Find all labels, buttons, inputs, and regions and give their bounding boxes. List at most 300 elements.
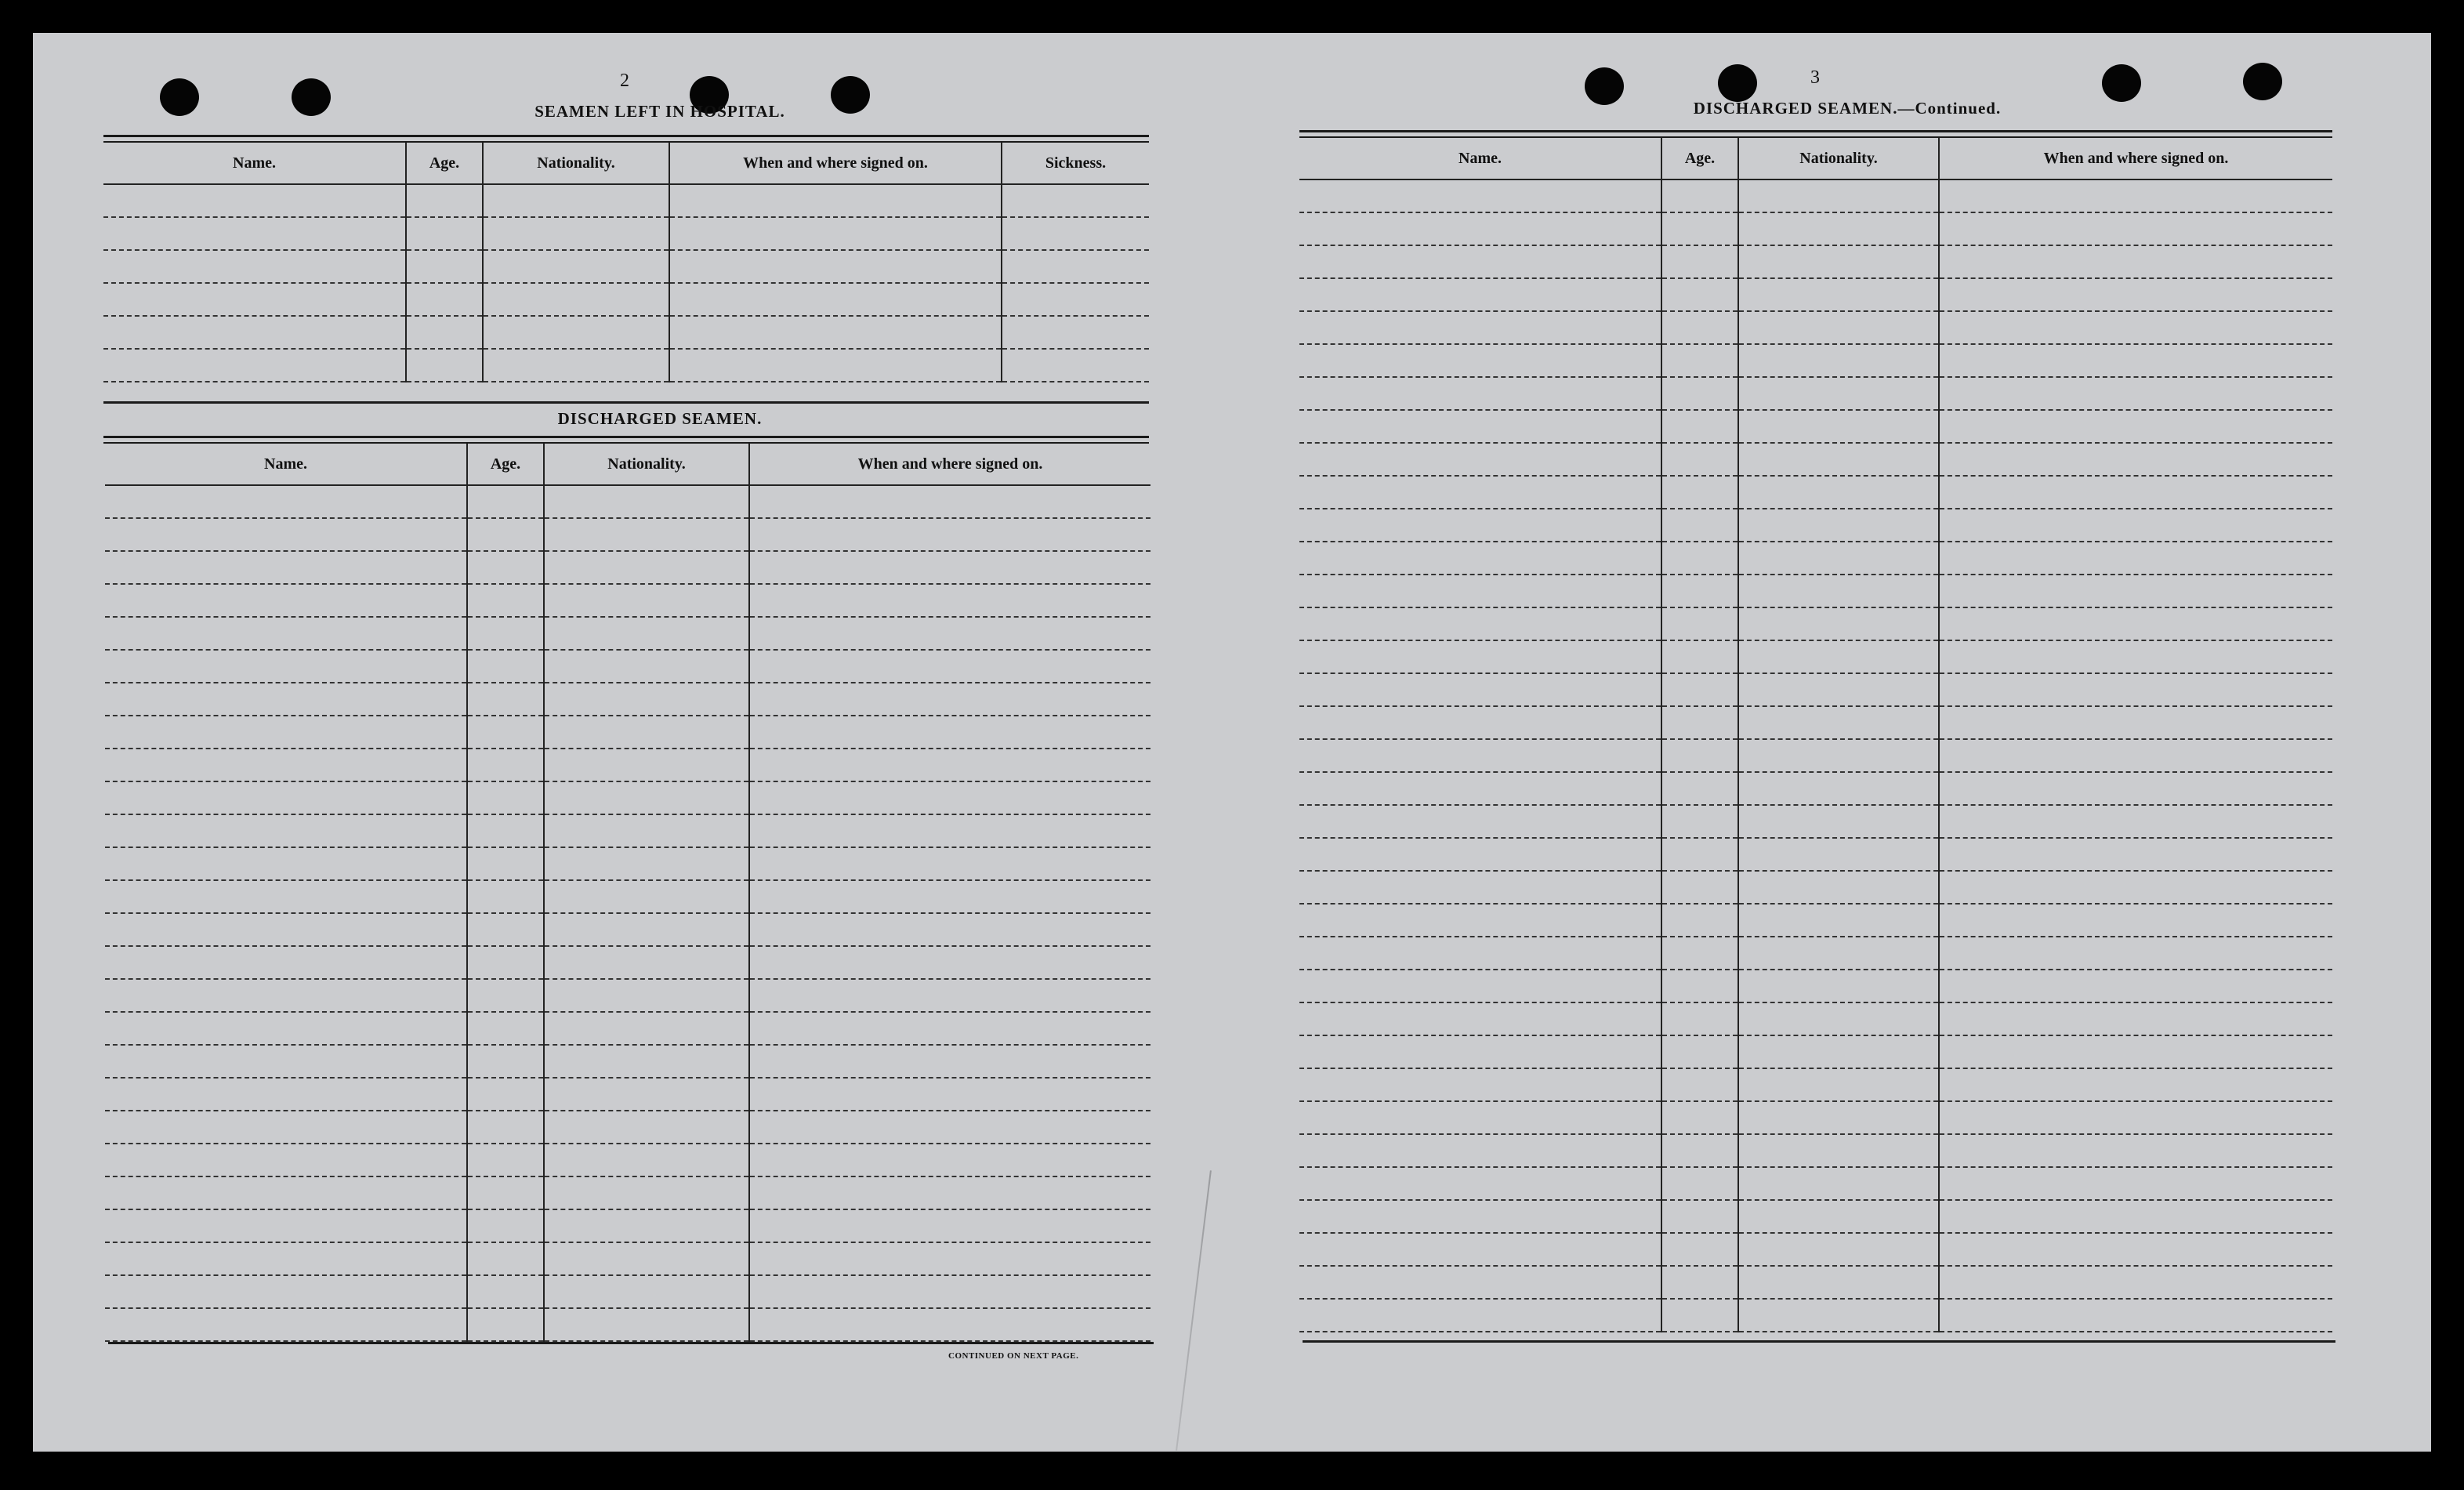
continued-note: CONTINUED ON NEXT PAGE. [948, 1351, 1079, 1361]
blank-entry-row [105, 847, 1150, 880]
blank-entry-row [103, 316, 1149, 349]
hospital-table [103, 143, 1149, 382]
blank-entry-cell [1661, 509, 1738, 542]
blank-entry-row [1299, 640, 2332, 673]
blank-entry-row [1299, 509, 2332, 542]
blank-entry-cell [103, 349, 406, 382]
column-header-signed-on: When and where signed on. [1939, 138, 2332, 179]
blank-entry-cell [1299, 640, 1661, 673]
blank-entry-cell [103, 184, 406, 217]
blank-entry-row [1299, 311, 2332, 344]
blank-entry-cell [1299, 1266, 1661, 1299]
blank-entry-cell [406, 184, 483, 217]
blank-entry-cell [749, 1111, 1150, 1144]
blank-entry-cell [1299, 278, 1661, 311]
blank-entry-row [105, 1045, 1150, 1078]
blank-entry-cell [467, 847, 544, 880]
blank-entry-cell [483, 316, 669, 349]
blank-entry-cell [1299, 245, 1661, 278]
column-header-name: Name. [103, 143, 406, 184]
blank-entry-row [1299, 871, 2332, 904]
blank-entry-cell [467, 716, 544, 749]
blank-entry-row [105, 1275, 1150, 1308]
blank-entry-cell [1738, 937, 1939, 970]
blank-entry-cell [1299, 212, 1661, 245]
blank-entry-cell [1939, 904, 2332, 937]
blank-entry-cell [105, 1242, 467, 1275]
blank-entry-cell [1661, 1266, 1738, 1299]
discharged-table-left [105, 444, 1150, 1342]
blank-entry-cell [1661, 772, 1738, 805]
blank-entry-row [105, 1209, 1150, 1242]
blank-entry-cell [1939, 739, 2332, 772]
blank-entry-cell [105, 518, 467, 551]
blank-entry-cell [1939, 1101, 2332, 1134]
blank-entry-cell [1738, 1200, 1939, 1233]
blank-entry-cell [749, 1308, 1150, 1341]
blank-entry-cell [467, 551, 544, 584]
blank-entry-cell [544, 1045, 749, 1078]
blank-entry-cell [1299, 772, 1661, 805]
blank-entry-cell [1299, 871, 1661, 904]
blank-entry-cell [544, 551, 749, 584]
blank-entry-cell [467, 1176, 544, 1209]
blank-entry-cell [1939, 278, 2332, 311]
blank-entry-cell [1661, 410, 1738, 443]
blank-entry-cell [467, 1242, 544, 1275]
column-header-name: Name. [105, 444, 467, 485]
blank-entry-row [103, 217, 1149, 250]
blank-entry-cell [406, 316, 483, 349]
blank-entry-cell [467, 584, 544, 617]
blank-entry-cell [467, 946, 544, 979]
blank-entry-cell [1299, 311, 1661, 344]
blank-entry-cell [1738, 443, 1939, 476]
blank-entry-cell [105, 1111, 467, 1144]
blank-entry-cell [1299, 607, 1661, 640]
blank-entry-cell [105, 584, 467, 617]
blank-entry-cell [1939, 970, 2332, 1002]
blank-entry-cell [406, 250, 483, 283]
page-number: 2 [620, 71, 629, 91]
blank-entry-row [105, 683, 1150, 716]
blank-entry-cell [544, 650, 749, 683]
blank-entry-cell [105, 946, 467, 979]
blank-entry-cell [1002, 349, 1149, 382]
blank-entry-row [105, 1078, 1150, 1111]
blank-entry-cell [1002, 250, 1149, 283]
blank-entry-cell [103, 316, 406, 349]
blank-entry-cell [467, 749, 544, 781]
column-header-signed-on: When and where signed on. [749, 444, 1150, 485]
blank-entry-cell [1299, 1299, 1661, 1332]
blank-entry-cell [544, 781, 749, 814]
blank-entry-row [105, 1308, 1150, 1341]
rule [103, 135, 1149, 137]
blank-entry-cell [1939, 344, 2332, 377]
blank-entry-row [1299, 1068, 2332, 1101]
blank-entry-cell [749, 716, 1150, 749]
blank-entry-cell [1738, 706, 1939, 739]
blank-entry-row [1299, 805, 2332, 838]
blank-entry-cell [1299, 443, 1661, 476]
blank-entry-row [1299, 937, 2332, 970]
blank-entry-cell [1939, 640, 2332, 673]
blank-entry-cell [1939, 1266, 2332, 1299]
blank-entry-cell [1939, 607, 2332, 640]
blank-entry-cell [1939, 1200, 2332, 1233]
blank-entry-cell [1738, 377, 1939, 410]
blank-entry-row [105, 1144, 1150, 1176]
discharged-table-right [1299, 138, 2332, 1332]
blank-entry-cell [1661, 245, 1738, 278]
blank-entry-row [1299, 739, 2332, 772]
blank-entry-cell [1299, 739, 1661, 772]
blank-entry-cell [105, 1176, 467, 1209]
blank-entry-cell [544, 880, 749, 913]
blank-entry-cell [1299, 805, 1661, 838]
blank-entry-cell [749, 913, 1150, 946]
blank-entry-row [105, 551, 1150, 584]
discharged-continued-title: DISCHARGED SEAMEN.—Continued. [1693, 99, 2002, 118]
blank-entry-cell [467, 683, 544, 716]
blank-entry-cell [1939, 509, 2332, 542]
blank-entry-row [1299, 542, 2332, 575]
blank-entry-cell [1939, 772, 2332, 805]
blank-entry-cell [1661, 1134, 1738, 1167]
blank-entry-cell [749, 880, 1150, 913]
blank-entry-cell [544, 485, 749, 518]
blank-entry-cell [1299, 1002, 1661, 1035]
blank-entry-cell [1661, 1167, 1738, 1200]
blank-entry-cell [1738, 607, 1939, 640]
blank-entry-cell [749, 1078, 1150, 1111]
blank-entry-cell [749, 946, 1150, 979]
blank-entry-cell [1738, 739, 1939, 772]
blank-entry-cell [1738, 904, 1939, 937]
blank-entry-row [105, 1111, 1150, 1144]
blank-entry-cell [749, 584, 1150, 617]
blank-entry-row [1299, 904, 2332, 937]
blank-entry-cell [749, 847, 1150, 880]
blank-entry-cell [1738, 575, 1939, 607]
blank-entry-cell [1939, 706, 2332, 739]
blank-entry-row [1299, 179, 2332, 212]
blank-entry-row [1299, 410, 2332, 443]
blank-entry-cell [1661, 575, 1738, 607]
blank-entry-cell [1661, 377, 1738, 410]
rule [1299, 130, 2332, 132]
blank-entry-row [1299, 443, 2332, 476]
rule [108, 1342, 1154, 1344]
blank-entry-cell [669, 316, 1002, 349]
blank-entry-cell [1661, 904, 1738, 937]
blank-entry-cell [1939, 377, 2332, 410]
blank-entry-row [105, 518, 1150, 551]
blank-entry-row [105, 485, 1150, 518]
blank-entry-cell [1661, 1035, 1738, 1068]
blank-entry-cell [105, 880, 467, 913]
blank-entry-cell [544, 1111, 749, 1144]
blank-entry-cell [544, 749, 749, 781]
blank-entry-row [1299, 1002, 2332, 1035]
blank-entry-cell [749, 1045, 1150, 1078]
blank-entry-cell [1738, 311, 1939, 344]
blank-entry-cell [1939, 311, 2332, 344]
blank-entry-cell [1661, 739, 1738, 772]
blank-entry-cell [1939, 443, 2332, 476]
blank-entry-cell [1661, 805, 1738, 838]
blank-entry-row [105, 1012, 1150, 1045]
blank-entry-cell [749, 814, 1150, 847]
blank-entry-cell [669, 250, 1002, 283]
blank-entry-row [105, 913, 1150, 946]
hospital-section-title: SEAMEN LEFT IN HOSPITAL. [534, 102, 785, 121]
blank-entry-cell [749, 979, 1150, 1012]
blank-entry-cell [749, 1275, 1150, 1308]
blank-entry-cell [1939, 1002, 2332, 1035]
blank-entry-cell [1939, 179, 2332, 212]
column-header-age: Age. [467, 444, 544, 485]
blank-entry-cell [749, 781, 1150, 814]
blank-entry-cell [749, 551, 1150, 584]
blank-entry-cell [544, 814, 749, 847]
blank-entry-cell [669, 283, 1002, 316]
blank-entry-cell [1661, 1068, 1738, 1101]
blank-entry-cell [467, 1144, 544, 1176]
blank-entry-cell [544, 518, 749, 551]
blank-entry-cell [1661, 344, 1738, 377]
blank-entry-cell [1939, 575, 2332, 607]
blank-entry-cell [1299, 179, 1661, 212]
blank-entry-cell [1939, 1134, 2332, 1167]
blank-entry-cell [467, 1111, 544, 1144]
blank-entry-cell [544, 847, 749, 880]
blank-entry-cell [1661, 838, 1738, 871]
blank-entry-cell [544, 1012, 749, 1045]
blank-entry-cell [1661, 970, 1738, 1002]
blank-entry-cell [406, 217, 483, 250]
blank-entry-cell [544, 1144, 749, 1176]
blank-entry-cell [1661, 706, 1738, 739]
blank-entry-cell [544, 1308, 749, 1341]
blank-entry-cell [1299, 410, 1661, 443]
blank-entry-cell [1002, 316, 1149, 349]
blank-entry-row [1299, 1167, 2332, 1200]
blank-entry-cell [1661, 673, 1738, 706]
blank-entry-cell [1939, 410, 2332, 443]
blank-entry-cell [105, 1078, 467, 1111]
blank-entry-row [1299, 476, 2332, 509]
blank-entry-cell [105, 749, 467, 781]
column-header-age: Age. [406, 143, 483, 184]
blank-entry-cell [1299, 970, 1661, 1002]
blank-entry-cell [1299, 673, 1661, 706]
blank-entry-cell [1299, 1035, 1661, 1068]
blank-entry-cell [103, 250, 406, 283]
blank-entry-cell [1738, 673, 1939, 706]
blank-entry-cell [467, 1308, 544, 1341]
blank-entry-row [103, 283, 1149, 316]
column-header-name: Name. [1299, 138, 1661, 179]
blank-entry-cell [1738, 542, 1939, 575]
blank-entry-cell [105, 485, 467, 518]
blank-entry-row [1299, 575, 2332, 607]
blank-entry-row [1299, 245, 2332, 278]
blank-entry-cell [105, 617, 467, 650]
blank-entry-cell [1661, 542, 1738, 575]
blank-entry-cell [483, 184, 669, 217]
blank-entry-cell [467, 1012, 544, 1045]
discharged-section-title: DISCHARGED SEAMEN. [557, 409, 763, 428]
column-header-nationality: Nationality. [483, 143, 669, 184]
hospital-rows [103, 184, 1149, 382]
blank-entry-cell [1738, 410, 1939, 443]
blank-entry-cell [1939, 542, 2332, 575]
blank-entry-cell [1299, 1233, 1661, 1266]
blank-entry-cell [1299, 1068, 1661, 1101]
blank-entry-cell [1939, 871, 2332, 904]
blank-entry-row [1299, 1233, 2332, 1266]
blank-entry-cell [467, 1209, 544, 1242]
blank-entry-cell [105, 683, 467, 716]
blank-entry-cell [467, 1045, 544, 1078]
blank-entry-cell [669, 349, 1002, 382]
rule [103, 401, 1149, 404]
blank-entry-row [105, 650, 1150, 683]
blank-entry-cell [1738, 476, 1939, 509]
blank-entry-cell [483, 250, 669, 283]
column-header-sickness: Sickness. [1002, 143, 1149, 184]
blank-entry-cell [544, 979, 749, 1012]
blank-entry-cell [1939, 212, 2332, 245]
blank-entry-cell [1738, 838, 1939, 871]
blank-entry-cell [1661, 1299, 1738, 1332]
blank-entry-cell [1738, 1167, 1939, 1200]
blank-entry-cell [467, 1078, 544, 1111]
blank-entry-cell [105, 781, 467, 814]
blank-entry-cell [1738, 344, 1939, 377]
blank-entry-cell [749, 683, 1150, 716]
column-header-nationality: Nationality. [544, 444, 749, 485]
blank-entry-cell [1939, 805, 2332, 838]
blank-entry-cell [1002, 217, 1149, 250]
blank-entry-cell [1299, 937, 1661, 970]
blank-entry-cell [467, 518, 544, 551]
blank-entry-cell [105, 979, 467, 1012]
blank-entry-row [105, 946, 1150, 979]
blank-entry-row [103, 349, 1149, 382]
page-number: 3 [1810, 67, 1820, 88]
blank-entry-cell [406, 349, 483, 382]
left-page [33, 33, 1208, 1452]
blank-entry-cell [467, 617, 544, 650]
blank-entry-cell [103, 217, 406, 250]
blank-entry-cell [406, 283, 483, 316]
blank-entry-row [1299, 1035, 2332, 1068]
blank-entry-cell [1661, 1101, 1738, 1134]
blank-entry-cell [467, 1275, 544, 1308]
blank-entry-cell [467, 913, 544, 946]
blank-entry-cell [1299, 1167, 1661, 1200]
blank-entry-cell [1738, 212, 1939, 245]
blank-entry-cell [1939, 1299, 2332, 1332]
blank-entry-cell [1939, 476, 2332, 509]
blank-entry-row [1299, 1299, 2332, 1332]
blank-entry-cell [544, 1176, 749, 1209]
blank-entry-cell [105, 551, 467, 584]
blank-entry-row [105, 617, 1150, 650]
blank-entry-row [1299, 706, 2332, 739]
blank-entry-cell [1661, 640, 1738, 673]
blank-entry-row [1299, 1266, 2332, 1299]
column-header-age: Age. [1661, 138, 1738, 179]
blank-entry-cell [1738, 1068, 1939, 1101]
blank-entry-row [105, 880, 1150, 913]
blank-entry-row [1299, 212, 2332, 245]
blank-entry-row [1299, 838, 2332, 871]
blank-entry-cell [749, 617, 1150, 650]
blank-entry-cell [1738, 1035, 1939, 1068]
blank-entry-cell [1738, 1299, 1939, 1332]
blank-entry-cell [749, 650, 1150, 683]
blank-entry-cell [1939, 1167, 2332, 1200]
blank-entry-cell [1939, 673, 2332, 706]
discharged-rows-right [1299, 179, 2332, 1332]
blank-entry-cell [105, 1144, 467, 1176]
blank-entry-cell [1738, 772, 1939, 805]
blank-entry-cell [1738, 1101, 1939, 1134]
blank-entry-row [105, 716, 1150, 749]
blank-entry-cell [1299, 1134, 1661, 1167]
blank-entry-cell [1299, 1101, 1661, 1134]
blank-entry-row [103, 184, 1149, 217]
blank-entry-cell [1661, 278, 1738, 311]
blank-entry-cell [1661, 1002, 1738, 1035]
blank-entry-cell [1738, 805, 1939, 838]
blank-entry-cell [105, 814, 467, 847]
blank-entry-row [1299, 1101, 2332, 1134]
blank-entry-row [1299, 970, 2332, 1002]
blank-entry-cell [1299, 542, 1661, 575]
blank-entry-row [1299, 772, 2332, 805]
blank-entry-cell [1661, 1233, 1738, 1266]
blank-entry-cell [749, 1176, 1150, 1209]
blank-entry-cell [669, 217, 1002, 250]
blank-entry-row [103, 250, 1149, 283]
blank-entry-cell [467, 485, 544, 518]
blank-entry-row [105, 584, 1150, 617]
rule [1303, 1340, 2335, 1343]
blank-entry-cell [544, 1209, 749, 1242]
blank-entry-cell [544, 584, 749, 617]
blank-entry-cell [1738, 278, 1939, 311]
blank-entry-row [1299, 607, 2332, 640]
blank-entry-cell [749, 518, 1150, 551]
blank-entry-cell [1299, 904, 1661, 937]
blank-entry-cell [483, 283, 669, 316]
blank-entry-cell [1738, 1134, 1939, 1167]
blank-entry-cell [105, 1012, 467, 1045]
blank-entry-row [1299, 1200, 2332, 1233]
blank-entry-cell [544, 913, 749, 946]
blank-entry-row [1299, 278, 2332, 311]
blank-entry-cell [1738, 1266, 1939, 1299]
blank-entry-cell [1738, 179, 1939, 212]
blank-entry-cell [467, 880, 544, 913]
right-page [1208, 33, 2431, 1452]
blank-entry-cell [1738, 1233, 1939, 1266]
